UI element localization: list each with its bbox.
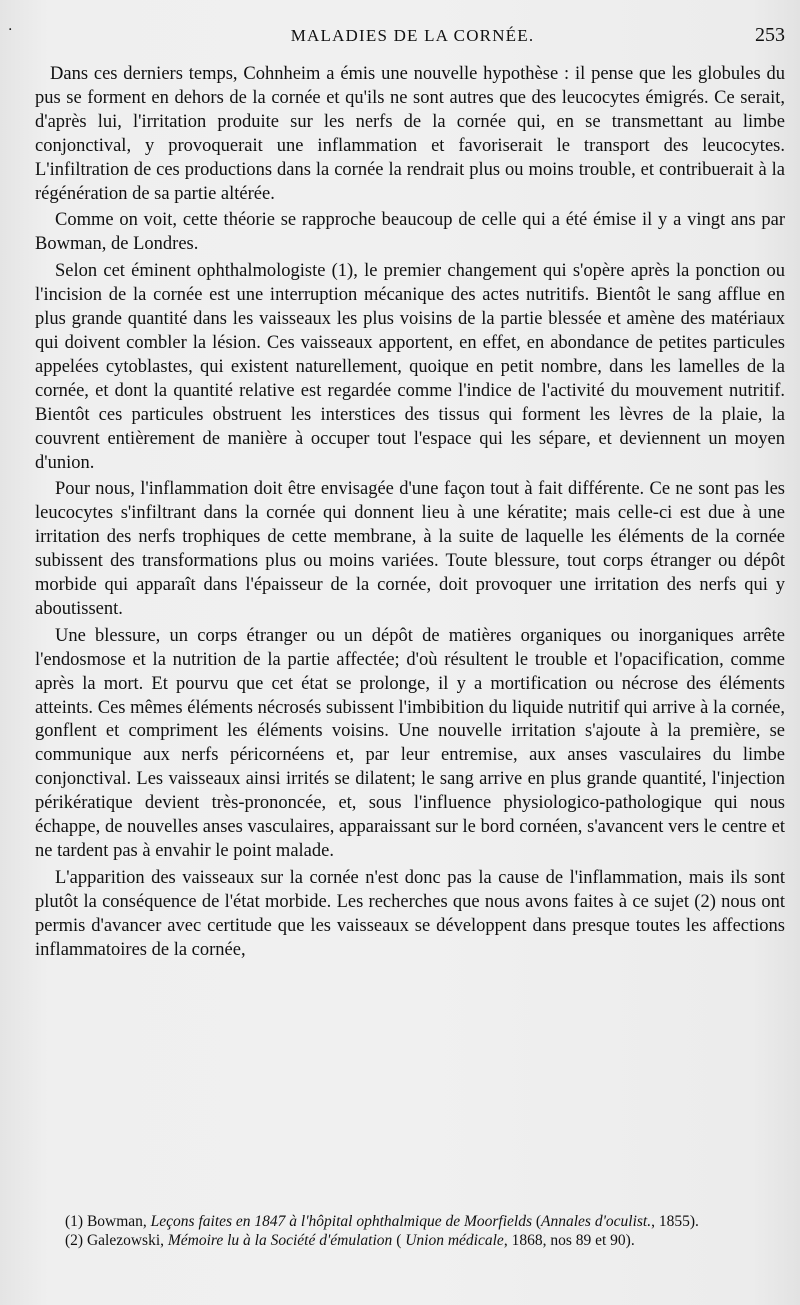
footnote-2 [45, 1231, 785, 1250]
footnote-end: , 1868, nos 89 et 90). [503, 1232, 635, 1249]
page-header [40, 22, 785, 52]
footnote-journal: Annales d'oculist. [541, 1213, 652, 1230]
page-number: 253 [755, 24, 785, 46]
footnote-1 [45, 1212, 785, 1231]
paragraph: Une blessure, un corps étranger ou un dépôt de matières organiques ou inorganiques arrête l'endosmose et la nutrition de la partie affectée; d'où résultent le trouble et l'opacification, comme après la mort. Et pourvu que cet état se prolonge, il y a mortification ou nécrose des éléments atteints. Ces mêmes éléments nécrosés subissent l'imbibition du liquide nutritif qui arrive à la cornée, gonflent et compriment les éléments voisins. Une nouvelle irritation s'ajoute à la première, se communique aux nerfs péricornéens et, par leur entremise, aux anses vasculaires du limbe conjonctival. Les vaisseaux ainsi irrités se dilatent; le sang arrive en plus grande quantité, l'injection périkératique devient très-prononcée, et, sous l'influence physiologico-pathologique qui nous échappe, de nouvelles anses vasculaires, apparaissant sur le bord cornéen, s'avancent vers le centre et ne tardent pas à envahir le point malade. [35, 625, 785, 861]
paragraph: L'apparition des vaisseaux sur la cornée n'est donc pas la cause de l'inflammation, mais ils sont plutôt la conséquence de l'état morbide. Les recherches que nous avons faites à ce sujet (2) nous ont permis d'avancer avec certitude que les vaisseaux se développent dans presque toutes les affections inflammatoires de la cornée, [35, 867, 785, 960]
running-title: MALADIES DE LA CORNÉE. [290, 26, 535, 45]
footnote-sep: ( [392, 1232, 406, 1249]
paragraph: Comme on voit, cette théorie se rapproche beaucoup de celle qui a été émise il y a vingt ans par Bowman, de Londres. [35, 210, 785, 255]
footnote-title: Mémoire lu à la Société d'émulation [167, 1232, 393, 1249]
paragraph: Pour nous, l'inflammation doit être envisagée d'une façon tout à fait différente. Ce ne sont pas les leucocytes s'infiltrant dans la cornée qui donnent lieu à une kératite; mais celle-ci est due à une irritation des nerfs trophiques de cette membrane, à la suite de laquelle les éléments de la cornée subissent des transformations plus ou moins variées. Toute blessure, tout corps étranger ou dépôt morbide qui apparaît dans l'épaisseur de la cornée, doit provoquer une irritation des nerfs qui y aboutissent. [35, 479, 785, 619]
body-text [35, 63, 785, 966]
paragraph: Dans ces derniers temps, Cohnheim a émis une nouvelle hypothèse : il pense que les globules du pus se forment en dehors de la cornée et qu'ils ne sont autres que des leucocytes émigrés. Ce serait, d'après lui, l'irritation produite sur les nerfs de la cornée qui, en se transmettant au limbe conjonctival, y provoquerait une inflammation et favoriserait le transport des leucocytes. L'infiltration de ces productions dans la cornée la rendrait plus ou moins trouble, et contribuerait à la régénération de sa partie altérée. [35, 64, 785, 204]
paragraph: Selon cet éminent ophthalmologiste (1), le premier changement qui s'opère après la ponction ou l'incision de la cornée est une interruption mécanique des actes nutritifs. Bientôt le sang afflue en plus grande quantité dans les vaisseaux les plus voisins de la partie blessée et amène des matériaux qui doivent combler la lésion. Ces vaisseaux apportent, en effet, en abondance de petites particules appelées cytoblastes, qui existent naturellement, quoique en petit nombre, dans les lamelles de la cornée, et dont la quantité relative est regardée comme l'indice de l'activité du mouvement nutritif. Bientôt ces particules obstruent les interstices des tissus qui forment les lèvres de la plaie, la couvrent entièrement de manière à occuper tout l'espace qui les sépare, et deviennent un moyen d'union. [35, 261, 785, 473]
margin-mark: . [8, 18, 13, 34]
footnote-author: (2) Galezowski, [65, 1232, 168, 1249]
footnote-journal: Union médicale [405, 1232, 504, 1249]
footnote-title: Leçons faites en 1847 à l'hôpital ophthalmique de Moorfields [150, 1213, 532, 1230]
footnotes [45, 1212, 785, 1250]
footnote-end: , 1855). [651, 1213, 699, 1230]
footnote-author: (1) Bowman, [65, 1213, 151, 1230]
footnote-sep: ( [531, 1213, 542, 1230]
